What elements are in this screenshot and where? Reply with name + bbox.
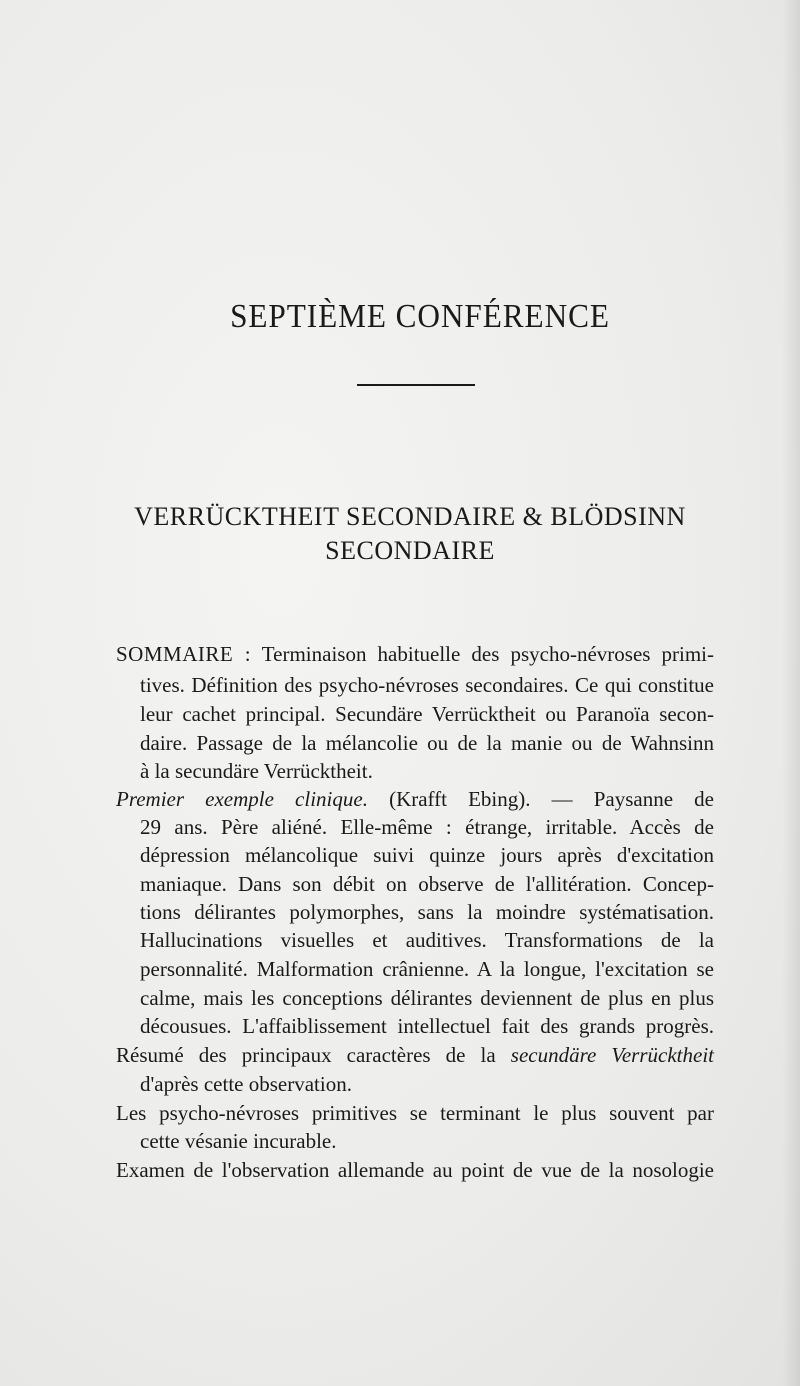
text-line: daire. Passage de la mélancolie ou de la manie ou de Wahnsinn	[140, 731, 714, 755]
text-line: décousues. L'affaiblissement intellectuel fait des grands progrès.	[140, 1014, 714, 1038]
resume-text: Résumé des principaux caractères de la	[116, 1043, 496, 1067]
lecture-title: SEPTIÈME CONFÉRENCE	[230, 298, 610, 335]
sommaire-line-1	[116, 640, 714, 668]
example-heading: Premier exemple clinique.	[116, 787, 368, 811]
text-line: 29 ans. Père aliéné. Elle-même : étrange, irritable. Accès de	[140, 815, 714, 839]
text-line: cette vésanie incurable.	[140, 1129, 337, 1153]
text-line: Examen de l'observation allemande au point de vue de la nosologie	[116, 1158, 714, 1182]
text-line: Hallucinations visuelles et auditives. Transformations de la	[140, 928, 714, 952]
text-line: leur cachet principal. Secundäre Verrücktheit ou Paranoïa secon-	[140, 702, 714, 726]
title-divider	[357, 384, 475, 386]
text-line: Les psycho-névroses primitives se terminant le plus souvent par	[116, 1101, 714, 1125]
text-line: tions délirantes polymorphes, sans la moindre systématisation.	[140, 900, 714, 924]
subtitle-line-1: VERRÜCKTHEIT SECONDAIRE & BLÖDSINN	[134, 502, 686, 531]
sommaire-label: SOMMAIRE :	[116, 642, 252, 666]
text-line: calme, mais les conceptions délirantes deviennent de plus en plus	[140, 986, 714, 1010]
text-line: dépression mélancolique suivi quinze jours après d'excitation	[140, 843, 714, 867]
subtitle-line-2: SECONDAIRE	[325, 536, 495, 565]
text-line: d'après cette observation.	[140, 1072, 352, 1096]
chapter-subtitle	[130, 500, 690, 568]
text-line: tives. Définition des psycho-névroses secondaires. Ce qui constitue	[140, 673, 714, 697]
text-line: personnalité. Malformation crânienne. A la longue, l'excitation se	[140, 957, 714, 981]
example-line-1	[116, 785, 714, 813]
text-line: à la secundäre Verrücktheit.	[140, 759, 373, 783]
resume-italic-term: secundäre Verrücktheit	[510, 1043, 714, 1067]
resume-line-1	[116, 1041, 714, 1069]
sommaire-text: Terminaison habituelle des psycho-névroses primi-	[261, 642, 714, 666]
example-text: (Krafft Ebing). — Paysanne de	[389, 787, 714, 811]
text-line: maniaque. Dans son débit on observe de l'allitération. Concep-	[140, 872, 714, 896]
page-edge-shadow	[782, 0, 800, 1386]
